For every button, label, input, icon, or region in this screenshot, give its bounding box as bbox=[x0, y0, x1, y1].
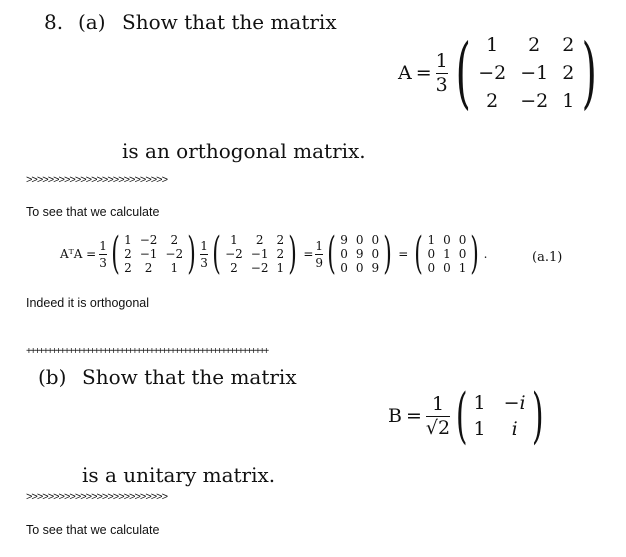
part-b-prompt: Show that the matrix bbox=[82, 365, 297, 389]
matrix-cell: 2 bbox=[255, 233, 264, 247]
matrix-a-grid bbox=[478, 34, 574, 112]
matrix-cell: 1 bbox=[458, 261, 467, 275]
part-b-suffix: is a unitary matrix. bbox=[82, 463, 276, 487]
matrix-cell: 0 bbox=[371, 247, 380, 261]
matrix-a-factor-den: 3 bbox=[435, 73, 448, 96]
matrix-cell: 1 bbox=[170, 261, 179, 275]
matrix-cell: 0 bbox=[427, 247, 436, 261]
m1-factor bbox=[99, 240, 107, 269]
calc-intro-a: To see that we calculate bbox=[26, 205, 160, 219]
matrix-cell: 0 bbox=[458, 233, 467, 247]
equals-1: = bbox=[303, 247, 314, 261]
equals-2: = bbox=[398, 247, 409, 261]
matrix-cell: 1 bbox=[473, 418, 486, 440]
matrix-cell: 1 bbox=[427, 233, 436, 247]
right-paren: ) bbox=[288, 228, 298, 279]
matrix-cell: 1 bbox=[562, 90, 575, 112]
equation-label: (a.1) bbox=[532, 250, 563, 265]
matrix-cell: 2 bbox=[230, 261, 238, 275]
matrix-cell: 2 bbox=[144, 261, 153, 275]
part-a-suffix: is an orthogonal matrix. bbox=[122, 139, 366, 163]
part-a-label: (a) bbox=[78, 10, 106, 34]
right-paren: ) bbox=[470, 228, 480, 279]
matrix-cell: 0 bbox=[458, 247, 467, 261]
m2-den: 3 bbox=[200, 255, 208, 270]
right-paren: ) bbox=[187, 228, 196, 279]
matrix-cell: 2 bbox=[528, 34, 541, 56]
m2-grid bbox=[225, 233, 284, 275]
matrix-cell: −2 bbox=[250, 261, 269, 275]
matrix-cell: −2 bbox=[139, 233, 158, 247]
matrix-cell: 2 bbox=[124, 247, 132, 261]
matrix-a-block bbox=[398, 28, 605, 118]
m3-num: 1 bbox=[315, 238, 324, 253]
equation-period: . bbox=[483, 247, 488, 261]
matrix-cell: 0 bbox=[355, 261, 364, 275]
matrix-cell: −2 bbox=[165, 247, 184, 261]
matrix-cell: i bbox=[511, 418, 518, 440]
left-paren: ( bbox=[455, 381, 468, 451]
matrix-cell: −1 bbox=[250, 247, 269, 261]
matrix-cell: 0 bbox=[443, 261, 451, 275]
part-a-prompt: Show that the matrix bbox=[122, 10, 337, 34]
matrix-a-name: A bbox=[398, 62, 412, 84]
problem-number: 8. bbox=[44, 10, 64, 34]
m1-grid bbox=[124, 233, 183, 275]
matrix-b-factor-num: 1 bbox=[431, 392, 445, 415]
separator-b: >>>>>>>>>>>>>>>>>>>>>>>>>> bbox=[26, 491, 168, 503]
matrix-cell: −1 bbox=[520, 62, 549, 84]
m3-den: 9 bbox=[315, 255, 324, 270]
matrix-cell: 2 bbox=[562, 34, 575, 56]
right-paren: ) bbox=[531, 381, 544, 451]
matrix-cell: −2 bbox=[225, 247, 243, 261]
matrix-b-factor-den: √2 bbox=[425, 416, 451, 439]
matrix-cell: 1 bbox=[276, 261, 285, 275]
equation-lhs: AᵀA = bbox=[60, 247, 97, 261]
matrix-a-equals: = bbox=[415, 62, 432, 84]
matrix-cell: 0 bbox=[340, 261, 348, 275]
matrix-cell: −1 bbox=[139, 247, 158, 261]
matrix-cell: 9 bbox=[355, 247, 364, 261]
matrix-b-factor bbox=[425, 392, 451, 439]
m4-grid bbox=[428, 233, 467, 275]
matrix-cell: 9 bbox=[371, 261, 380, 275]
m3-factor bbox=[315, 240, 323, 269]
matrix-cell: −i bbox=[503, 392, 526, 414]
matrix-cell: 1 bbox=[230, 233, 238, 247]
m2-num: 1 bbox=[200, 238, 208, 253]
matrix-cell: 1 bbox=[443, 247, 451, 261]
matrix-cell: 0 bbox=[340, 247, 348, 261]
matrix-b-name: B bbox=[388, 405, 402, 427]
matrix-cell: 0 bbox=[371, 233, 380, 247]
m1-den: 3 bbox=[99, 255, 107, 270]
matrix-b-grid bbox=[474, 392, 526, 440]
matrix-cell: 0 bbox=[443, 233, 451, 247]
matrix-cell: 2 bbox=[562, 62, 575, 84]
conclusion-a: Indeed it is orthogonal bbox=[26, 296, 150, 310]
m1-num: 1 bbox=[99, 238, 107, 253]
left-paren: ( bbox=[111, 228, 120, 279]
separator-plus: +++++++++++++++++++++++++++++++++++++++++++++++++++++++++ bbox=[26, 346, 268, 357]
matrix-a-factor-num: 1 bbox=[435, 49, 448, 72]
left-paren: ( bbox=[327, 228, 336, 279]
left-paren: ( bbox=[455, 28, 471, 118]
matrix-cell: −2 bbox=[478, 62, 507, 84]
matrix-b-equals: = bbox=[405, 405, 422, 427]
equation-a1 bbox=[60, 228, 488, 279]
right-paren: ) bbox=[383, 228, 392, 279]
matrix-cell: 0 bbox=[355, 233, 364, 247]
matrix-cell: 2 bbox=[276, 247, 285, 261]
calc-intro-b: To see that we calculate bbox=[26, 523, 160, 537]
matrix-cell: 2 bbox=[486, 90, 499, 112]
matrix-cell: 0 bbox=[427, 261, 436, 275]
matrix-cell: 2 bbox=[170, 233, 179, 247]
matrix-cell: 9 bbox=[340, 233, 348, 247]
left-paren: ( bbox=[414, 228, 424, 279]
right-paren: ) bbox=[581, 28, 598, 118]
matrix-cell: −2 bbox=[520, 90, 549, 112]
part-b-label: (b) bbox=[38, 365, 67, 389]
matrix-cell: 2 bbox=[124, 261, 132, 275]
matrix-cell: 2 bbox=[276, 233, 285, 247]
matrix-cell: 1 bbox=[486, 34, 499, 56]
m3-grid bbox=[340, 233, 379, 275]
matrix-b-block bbox=[388, 381, 549, 451]
separator-a: >>>>>>>>>>>>>>>>>>>>>>>>>> bbox=[26, 174, 168, 186]
m2-factor bbox=[200, 240, 208, 269]
matrix-cell: 1 bbox=[473, 392, 486, 414]
left-paren: ( bbox=[212, 228, 221, 279]
matrix-cell: 1 bbox=[124, 233, 132, 247]
matrix-a-factor bbox=[435, 49, 448, 96]
